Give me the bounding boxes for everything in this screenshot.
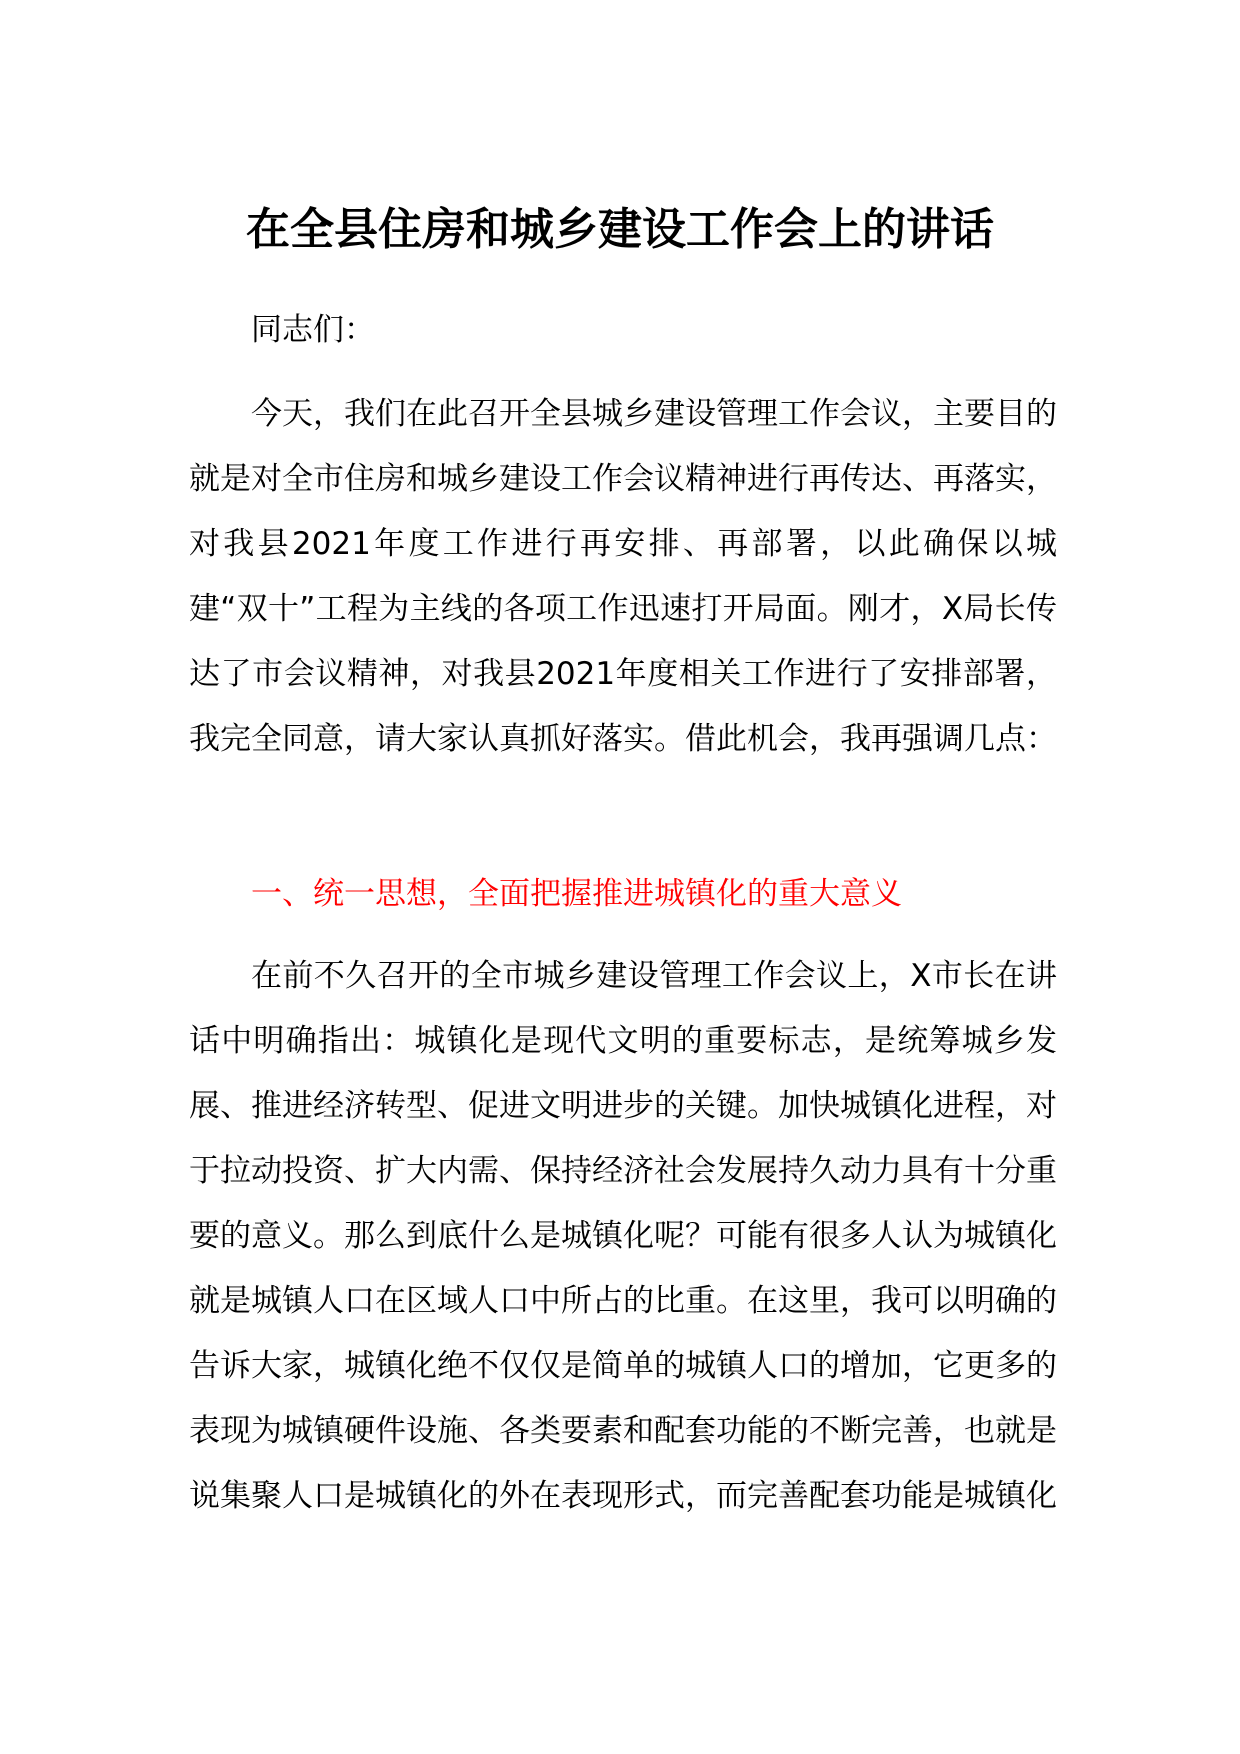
paragraph-1: 今天，我们在此召开全县城乡建设管理工作会议，主要目的就是对全市住房和城乡建设工作会议精神进行再传达、再落实，对我县2021年度工作进行再安排、再部署，以此确保以城建“双十”工程为主线的各项工作迅速打开局面。刚才，X局长传达了市会议精神，对我县2021年度相关工作进行了安排部署，我完全同意，请大家认真抓好落实。借此机会，我再强调几点：: [189, 396, 1057, 757]
paragraph-2: 在前不久召开的全市城乡建设管理工作会议上，X市长在讲话中明确指出：城镇化是现代文明的重要标志，是统筹城乡发展、推进经济转型、促进文明进步的关键。加快城镇化进程，对于拉动投资、扩大内需、保持经济社会发展持久动力具有十分重要的意义。那么到底什么是城镇化呢？可能有很多人认为城镇化就是城镇人口在区域人口中所占的比重。在这里，我可以明确的告诉大家，城镇化绝不仅仅是简单的城镇人口的增加，它更多的表现为城镇硬件设施、各类要素和配套功能的不断完善，也就是说集聚人口是城镇化的外在表现形式，而完善配套功能是城镇化: [189, 958, 1057, 1514]
salutation: 同志们：: [251, 312, 375, 348]
document-title: 在全县住房和城乡建设工作会上的讲话: [246, 204, 994, 255]
section-heading-1: 一、统一思想，全面把握推进城镇化的重大意义: [251, 876, 902, 912]
